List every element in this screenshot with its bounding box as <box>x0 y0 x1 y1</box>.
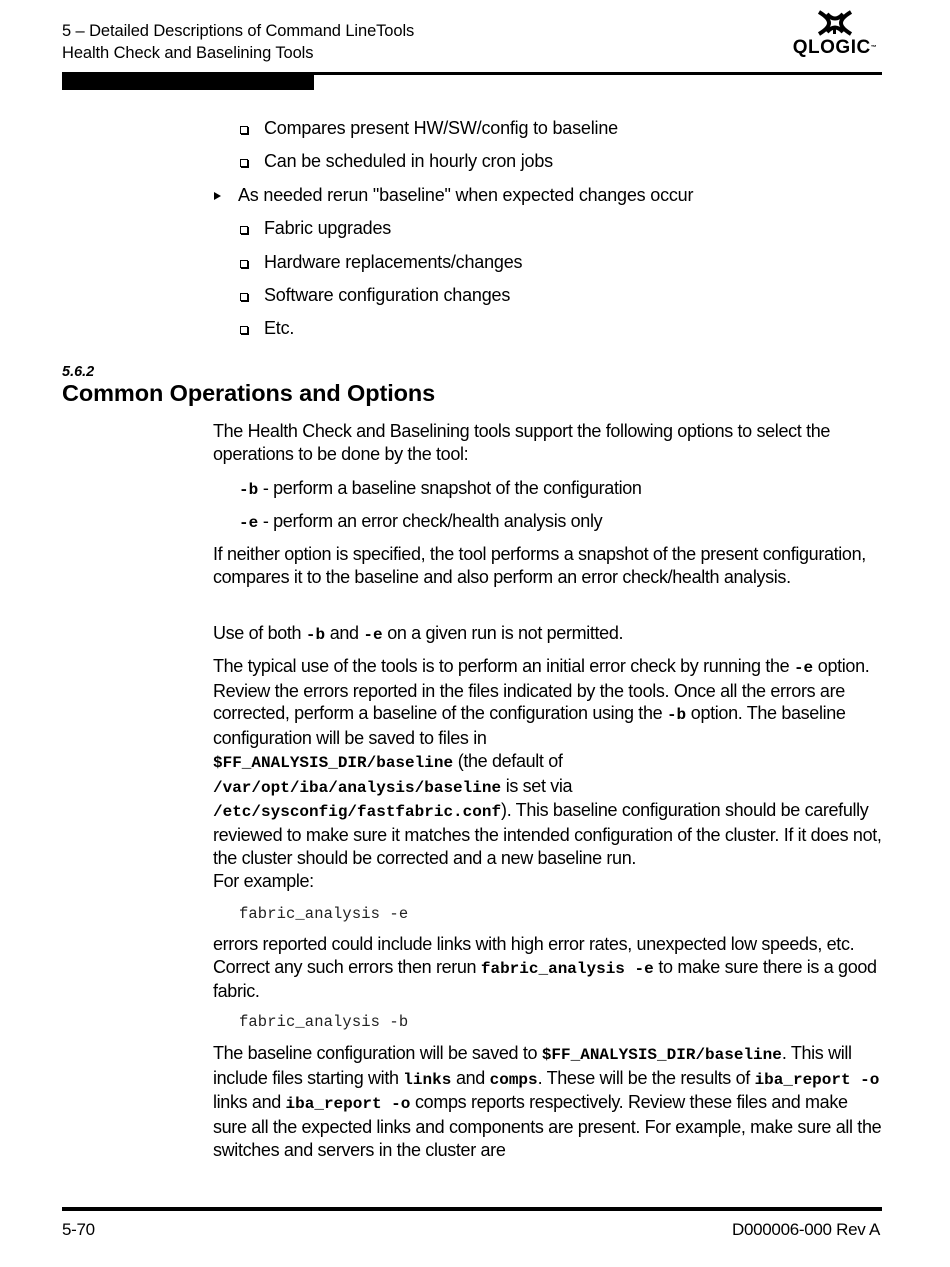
option-b <box>239 477 642 502</box>
list-item-text: As needed rerun "baseline" when expected changes occur <box>238 184 694 205</box>
option-flag: -e <box>239 514 259 532</box>
code-path: $FF_ANALYSIS_DIR/baseline <box>213 753 454 772</box>
code-path: /etc/sysconfig/fastfabric.conf <box>213 803 502 822</box>
neither-paragraph: If neither option is specified, the tool performs a snapshot of the present configuration, compares it to the baseline and also perform an error check/health analysis. <box>213 544 866 587</box>
text: comps reports respectively. Review these files and make sure all the expected links and components are present. For example, make sure all the switches and servers in the cluster are <box>213 1092 882 1160</box>
text: Use of both <box>213 623 306 643</box>
list-item-text: Fabric upgrades <box>264 218 392 239</box>
square-bullet-icon <box>240 226 248 234</box>
list-item-text: Software configuration changes <box>264 285 511 305</box>
code-flag: -e <box>793 659 814 677</box>
intro-paragraph: The Health Check and Baselining tools support the following options to select the operations to be done by the tool: <box>213 421 831 464</box>
text: option. The baseline configuration will be saved to files in <box>213 703 846 749</box>
list-item-text: Compares present HW/SW/config to baseline <box>264 118 618 138</box>
text: ). This baseline configuration should be carefully reviewed to make sure it matches the intended configuration of the cluster. If it does not, the cluster should be corrected and a new baseline run. <box>213 800 882 868</box>
text: option. Review the errors reported in the files indicated by the tools. Once all the errors are corrected, perform a baseline of the configuration using the <box>213 656 870 724</box>
code-command: iba_report -o <box>754 1070 880 1089</box>
code-example-e: fabric_analysis -e <box>239 905 409 923</box>
list-item-text: Can be scheduled in hourly cron jobs <box>264 151 553 172</box>
qlogic-logo <box>790 8 880 64</box>
text: errors reported could include links with high error rates, unexpected low speeds, etc. Correct any such errors then rerun <box>213 934 855 977</box>
section-title: Common Operations and Options <box>62 380 436 406</box>
code-flag: -b <box>305 626 326 644</box>
code-command: iba_report -o <box>285 1095 411 1114</box>
text: is set via <box>501 775 573 796</box>
running-header-section: Health Check and Baselining Tools <box>62 44 314 62</box>
code-file: links <box>403 1070 452 1089</box>
for-example-label: For example: <box>213 871 314 891</box>
header-rule-block <box>62 74 314 90</box>
errors-paragraph <box>213 933 885 1003</box>
text: The typical use of the tools is to perform an initial error check by running the <box>213 656 794 676</box>
qlogic-wordmark <box>790 38 880 58</box>
option-desc: - perform a baseline snapshot of the configuration <box>258 478 642 498</box>
code-path: /var/opt/iba/analysis/baseline <box>213 778 502 797</box>
footer-rule <box>62 1207 882 1211</box>
logo-trademark: ™ <box>870 45 878 51</box>
code-path: $FF_ANALYSIS_DIR/baseline <box>541 1046 782 1064</box>
baseline-paragraph <box>213 1042 885 1162</box>
option-desc: - perform an error check/health analysis only <box>258 511 603 531</box>
page-number: 5-70 <box>62 1220 95 1239</box>
code-example-b: fabric_analysis -b <box>239 1013 409 1031</box>
text: links and <box>213 1092 286 1113</box>
square-bullet-icon <box>240 293 248 301</box>
code-command: fabric_analysis -e <box>480 959 654 978</box>
text: . This will include files starting with <box>213 1043 852 1088</box>
code-flag: -e <box>363 626 383 644</box>
document-id: D000006-000 Rev A <box>731 1220 880 1239</box>
typical-use-paragraph <box>213 655 885 869</box>
option-e <box>239 510 602 535</box>
square-bullet-icon <box>240 326 248 334</box>
list-item-text: Etc. <box>264 318 295 339</box>
qlogic-emblem-icon <box>815 10 855 36</box>
text: . These will be the results of <box>537 1067 755 1088</box>
section-number: 5.6.2 <box>62 364 95 380</box>
running-header-chapter: 5 – Detailed Descriptions of Command LineTools <box>62 22 415 40</box>
text: and <box>325 623 364 643</box>
text: and <box>451 1067 490 1088</box>
logo-text: QLOGIC <box>792 37 871 58</box>
text: The baseline configuration will be saved to <box>213 1043 542 1063</box>
square-bullet-icon <box>240 126 248 134</box>
option-flag: -b <box>239 481 259 499</box>
code-flag: -b <box>666 706 687 725</box>
list-item-text: Hardware replacements/changes <box>264 251 523 272</box>
both-paragraph <box>213 622 885 647</box>
square-bullet-icon <box>240 260 248 268</box>
text: to make sure there is a good fabric. <box>213 956 877 1002</box>
text: on a given run is not permitted. <box>382 623 624 643</box>
text: (the default of <box>453 750 563 771</box>
square-bullet-icon <box>240 159 248 167</box>
arrow-bullet-icon <box>214 192 221 200</box>
code-file: comps <box>489 1070 538 1089</box>
